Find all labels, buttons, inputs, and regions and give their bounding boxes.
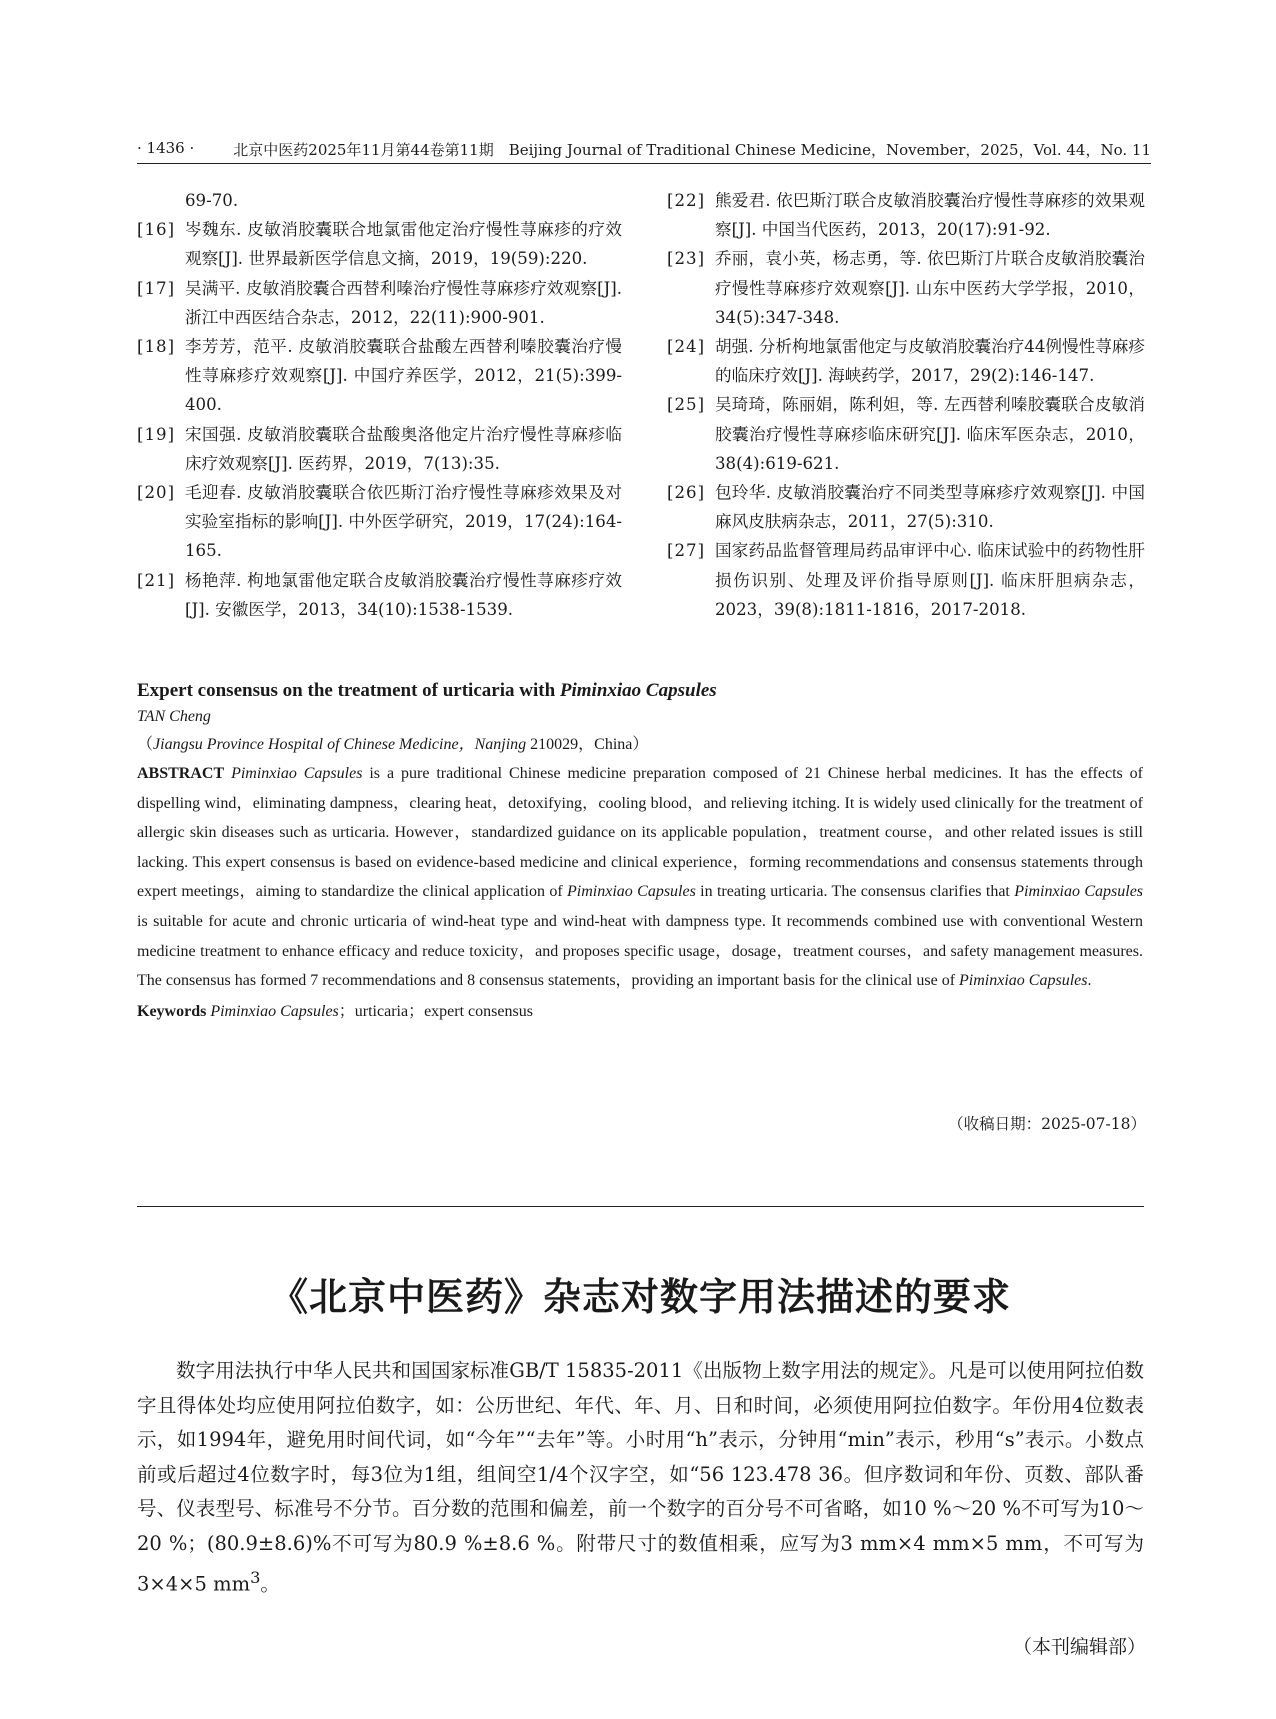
reference-number: [23] — [667, 249, 706, 269]
reference-number: [18] — [137, 337, 176, 357]
reference-text: 毛迎春. 皮敏消胶囊联合依匹斯汀治疗慢性荨麻疹效果及对实验室指标的影响[J]. 中外医学研究，2019，17(24):164-165. — [185, 483, 622, 561]
abstract-drug-name: Piminxiao Capsules — [1014, 883, 1144, 901]
reference-number: [21] — [137, 570, 176, 590]
header-rule — [137, 163, 1151, 164]
reference-item — [667, 244, 1145, 332]
editorial-signature: （本刊编辑部） — [1012, 1636, 1146, 1658]
reference-text: 包玲华. 皮敏消胶囊治疗不同类型荨麻疹疗效观察[J]. 中国麻风皮肤病杂志，2011，27(5):310. — [715, 483, 1145, 532]
reference-item — [137, 215, 622, 273]
english-abstract — [137, 759, 1143, 996]
abstract-text: is a pure traditional Chinese medicine preparation composed of 21 Chinese herbal medicines. It has the effects of dispelling wind，eliminating dampness，clearing heat，detoxifying，cooling blood，and relieving itching. It is widely used clinically for the treatment of allergic skin diseases such as urticaria. However，standardized guidance on its applicable population，treatment course，and other related issues is still lacking. This expert consensus is based on evidence-based medicine and clinical experience，forming recommendations and consensus statements through expert meetings，aiming to standardize the clinical application of — [137, 765, 1144, 901]
reference-number: [26] — [667, 483, 706, 503]
reference-text: 国家药品监督管理局药品审评中心. 临床试验中的药物性肝损伤识别、处理及评价指导原则[J]. 临床肝胆病杂志，2023，39(8):1811-1816，2017-2018. — [715, 541, 1145, 619]
reference-number: [20] — [137, 483, 176, 503]
affiliation-bracket: （ — [137, 736, 154, 753]
abstract-label: ABSTRACT — [137, 765, 225, 782]
english-title-text: Expert consensus on the treatment of urticaria with — [137, 680, 560, 701]
reference-text: 杨艳萍. 枸地氯雷他定联合皮敏消胶囊治疗慢性荨麻疹疗效[J]. 安徽医学，2013，34(10):1538-1539. — [185, 570, 622, 619]
english-keywords — [137, 998, 1143, 1026]
reference-number: [22] — [667, 191, 706, 210]
reference-item — [137, 332, 622, 420]
reference-item — [667, 536, 1145, 624]
reference-text: 胡强. 分析枸地氯雷他定与皮敏消胶囊治疗44例慢性荨麻疹的临床疗效[J]. 海峡药学，2017，29(2):146-147. — [715, 337, 1145, 386]
journal-citation-line: 北京中医药2025年11月第44卷第11期 Beijing Journal of Traditional Chinese Medicine，November，2025，Vol. 44，No. 11 — [233, 141, 1151, 159]
reference-item — [667, 186, 1145, 244]
reference-item — [667, 390, 1145, 478]
english-author: TAN Cheng — [137, 708, 211, 725]
reference-item — [137, 420, 622, 478]
reference-item — [137, 186, 622, 215]
received-date: （收稿日期：2025-07-18） — [948, 1115, 1146, 1133]
notice-title: 《北京中医药》杂志对数字用法描述的要求 — [269, 1274, 1011, 1319]
english-title-drug-name: Piminxiao Capsules — [559, 680, 717, 701]
abstract-text: is suitable for acute and chronic urticaria of wind-heat type and wind-heat with dampness type. It recommends combined use with conventional Western medicine treatment to enhance efficacy and reduce toxicity，and proposes specific usage，dosage，treatment courses，and safety management measures. The consensus has formed 7 recommendations and 8 consensus statements，providing an important basis for the clinical use of — [137, 912, 1144, 990]
abstract-drug-name: Piminxiao Capsules — [224, 765, 363, 782]
abstract-text: . — [1087, 972, 1092, 990]
english-abstract-block — [137, 680, 1143, 1026]
reference-text: 乔丽，袁小英，杨志勇，等. 依巴斯汀片联合皮敏消胶囊治疗慢性荨麻疹疗效观察[J]. 山东中医药大学学报，2010，34(5):347-348. — [715, 249, 1145, 327]
affiliation-postcode: 210029，China） — [526, 736, 649, 753]
reference-text: 宋国强. 皮敏消胶囊联合盐酸奥洛他定片治疗慢性荨麻疹临床疗效观察[J]. 医药界，2019，7(13):35. — [185, 424, 622, 473]
reference-number: [25] — [667, 395, 706, 415]
section-divider — [137, 1206, 1144, 1207]
reference-text: 69-70. — [185, 191, 239, 210]
running-header — [137, 136, 1151, 162]
reference-item — [667, 478, 1145, 536]
reference-item — [137, 274, 622, 332]
reference-number: [27] — [667, 541, 706, 561]
english-title — [137, 680, 1143, 702]
reference-number: [16] — [137, 220, 176, 240]
reference-text: 吴满平. 皮敏消胶囊合西替利嗪治疗慢性荨麻疹疗效观察[J]. 浙江中西医结合杂志，2012，22(11):900-901. — [185, 278, 622, 327]
reference-text: 熊爱君. 依巴斯汀联合皮敏消胶囊治疗慢性荨麻疹的效果观察[J]. 中国当代医药，2013，20(17):91-92. — [715, 191, 1145, 240]
english-affiliation — [137, 731, 1143, 754]
reference-number: [17] — [137, 278, 176, 298]
notice-body — [137, 1354, 1144, 1602]
abstract-drug-name: Piminxiao Capsules — [567, 883, 696, 901]
page-number: · 1436 · — [137, 139, 195, 157]
notice-text-end: 。 — [260, 1572, 280, 1596]
reference-item — [137, 478, 622, 566]
notice-text: 数字用法执行中华人民共和国国家标准GB/T 15835-2011《出版物上数字用法的规定》。凡是可以使用阿拉伯数字且得体处均应使用阿拉伯数字，如：公历世纪、年代、年、月、日和时间，必须使用阿拉伯数字。年份用4位数表示，如1994年，避免用时间代词，如“今年”“去年”等。小时用“h”表示，分钟用“min”表示，秒用“s”表示。小数点前或后超过4位数字时，每3位为1组，组间空1/4个汉字空，如“56 123.478 36。但序数词和年份、页数、部队番号、仪表型号、标准号不分节。百分数的范围和偏差，前一个数字的百分号不可省略，如10 %～20 %不可写为10～20 %；(80.9±8.6)%不可写为80.9 %±8.6 %。附带尺寸的数值相乘，应写为3 mm×4 mm×5 mm，不可写为3×4×5 mm — [137, 1359, 1144, 1596]
superscript-three: 3 — [250, 1568, 261, 1587]
reference-item — [667, 332, 1145, 390]
reference-text: 吴琦琦，陈丽娟，陈利妲，等. 左西替利嗪胶囊联合皮敏消胶囊治疗慢性荨麻疹临床研究[J]. 临床军医杂志，2010，38(4):619-621. — [715, 395, 1145, 473]
keywords-label: Keywords — [137, 1002, 207, 1020]
reference-item — [137, 566, 622, 624]
abstract-drug-name: Piminxiao Capsules — [959, 972, 1088, 990]
affiliation-institution: Jiangsu Province Hospital of Chinese Medicine，Nanjing — [153, 736, 527, 753]
abstract-text: in treating urticaria. The consensus clarifies that — [695, 883, 1015, 901]
reference-number: [19] — [137, 424, 176, 444]
keyword-drug-name: Piminxiao Capsules — [206, 1002, 339, 1020]
reference-list-right — [667, 186, 1145, 624]
reference-text: 李芳芳，范平. 皮敏消胶囊联合盐酸左西替利嗪胶囊治疗慢性荨麻疹疗效观察[J]. 中国疗养医学，2012，21(5):399-400. — [185, 337, 622, 415]
reference-number: [24] — [667, 337, 706, 357]
reference-text: 岑魏东. 皮敏消胶囊联合地氯雷他定治疗慢性荨麻疹的疗效观察[J]. 世界最新医学信息文摘，2019，19(59):220. — [185, 220, 622, 269]
keywords-text: ；urticaria；expert consensus — [338, 1002, 533, 1020]
reference-list-left — [137, 186, 622, 624]
